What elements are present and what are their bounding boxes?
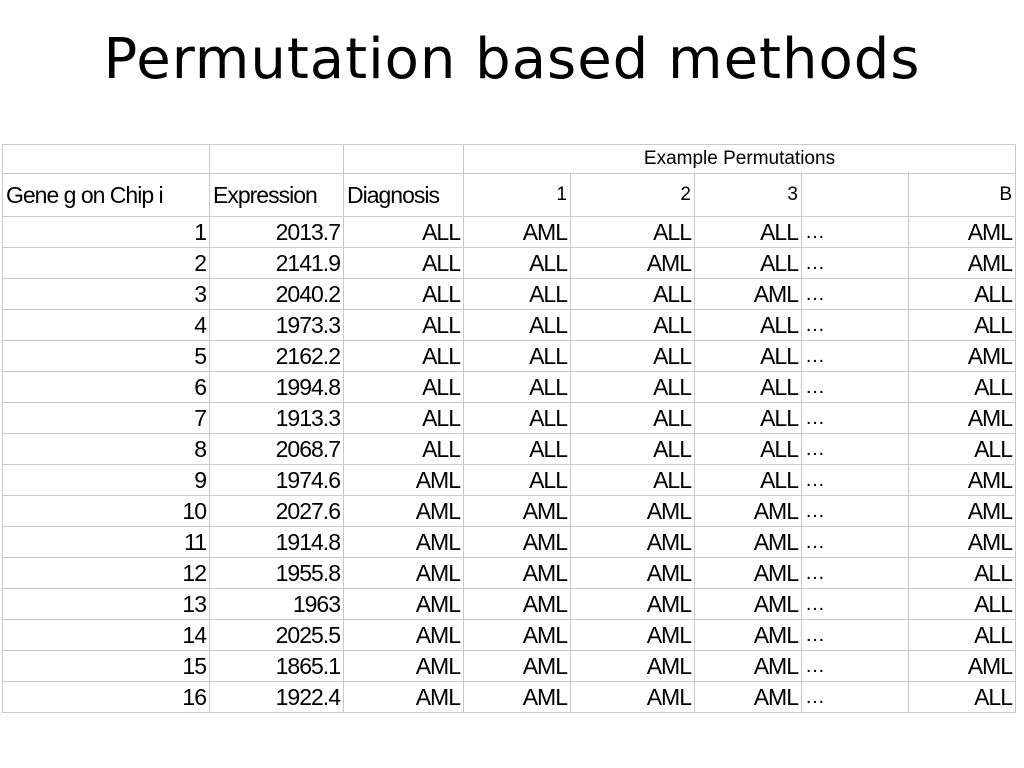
permutation-3-cell: ALL [695,372,802,403]
permutation-1-cell: AML [464,589,571,620]
gene-cell: 6 [3,372,210,403]
permutation-3-cell: ALL [695,465,802,496]
gene-cell: 13 [3,589,210,620]
expression-cell: 1963 [210,589,344,620]
gene-cell: 16 [3,682,210,713]
permutation-3-cell: ALL [695,248,802,279]
permutation-b-cell: AML [909,527,1016,558]
table-row [3,403,1016,434]
expression-cell: 2013.7 [210,217,344,248]
expression-cell: 1913.3 [210,403,344,434]
permutation-3-cell: AML [695,527,802,558]
example-permutations-header: Example Permutations [464,145,1016,174]
permutation-b-cell: AML [909,217,1016,248]
permutation-1-cell: ALL [464,372,571,403]
gene-cell: 2 [3,248,210,279]
ellipsis-cell: … [802,527,909,558]
ellipsis-cell: … [802,403,909,434]
permutation-table [2,144,1016,713]
permutation-2-cell: ALL [571,217,695,248]
permutation-1-cell: AML [464,558,571,589]
expression-cell: 1922.4 [210,682,344,713]
gene-cell: 10 [3,496,210,527]
permutation-1-cell: AML [464,217,571,248]
table-row [3,434,1016,465]
diagnosis-cell: AML [344,651,464,682]
permutation-b-cell: ALL [909,682,1016,713]
ellipsis-cell: … [802,434,909,465]
diagnosis-cell: AML [344,682,464,713]
permutation-b-cell: ALL [909,620,1016,651]
permutation-2-cell: AML [571,248,695,279]
permutation-1-cell: ALL [464,310,571,341]
header-row-columns [3,174,1016,217]
permutation-dots-header [802,174,909,217]
permutation-b-cell: ALL [909,279,1016,310]
header-empty-cell [210,145,344,174]
permutation-2-header: 2 [571,174,695,217]
permutation-b-cell: AML [909,248,1016,279]
ellipsis-cell: … [802,248,909,279]
permutation-3-cell: AML [695,589,802,620]
permutation-b-cell: ALL [909,558,1016,589]
permutation-3-cell: AML [695,279,802,310]
permutation-2-cell: AML [571,527,695,558]
ellipsis-cell: … [802,465,909,496]
table-row [3,620,1016,651]
gene-cell: 1 [3,217,210,248]
table-row [3,496,1016,527]
permutation-2-cell: AML [571,651,695,682]
diagnosis-cell: ALL [344,341,464,372]
permutation-3-cell: AML [695,651,802,682]
table-row [3,465,1016,496]
expression-cell: 1973.3 [210,310,344,341]
permutation-1-cell: AML [464,527,571,558]
permutation-1-cell: ALL [464,403,571,434]
gene-cell: 12 [3,558,210,589]
diagnosis-column-header: Diagnosis [344,174,464,217]
permutation-1-cell: ALL [464,279,571,310]
diagnosis-cell: ALL [344,403,464,434]
diagnosis-cell: ALL [344,434,464,465]
table-row [3,651,1016,682]
diagnosis-cell: ALL [344,217,464,248]
table-row [3,372,1016,403]
permutation-2-cell: ALL [571,403,695,434]
gene-cell: 14 [3,620,210,651]
diagnosis-cell: ALL [344,279,464,310]
ellipsis-cell: … [802,651,909,682]
ellipsis-cell: … [802,217,909,248]
permutation-3-cell: AML [695,558,802,589]
permutation-1-header: 1 [464,174,571,217]
expression-column-header: Expression [210,174,344,217]
gene-cell: 5 [3,341,210,372]
table-row [3,248,1016,279]
permutation-1-cell: AML [464,620,571,651]
diagnosis-cell: AML [344,589,464,620]
gene-cell: 11 [3,527,210,558]
table-row [3,341,1016,372]
gene-column-header: Gene g on Chip i [3,174,210,217]
permutation-b-cell: ALL [909,589,1016,620]
slide-title: Permutation based methods [103,27,921,92]
gene-cell: 3 [3,279,210,310]
table-body [3,145,1016,713]
expression-cell: 1865.1 [210,651,344,682]
table-row [3,589,1016,620]
permutation-1-cell: ALL [464,248,571,279]
permutation-b-cell: ALL [909,310,1016,341]
permutation-3-cell: AML [695,496,802,527]
gene-cell: 9 [3,465,210,496]
ellipsis-cell: … [802,558,909,589]
table-row [3,527,1016,558]
ellipsis-cell: … [802,310,909,341]
expression-cell: 1974.6 [210,465,344,496]
permutation-b-cell: AML [909,496,1016,527]
permutation-b-cell: AML [909,651,1016,682]
header-empty-cell [3,145,210,174]
expression-cell: 1955.8 [210,558,344,589]
diagnosis-cell: AML [344,496,464,527]
permutation-2-cell: ALL [571,434,695,465]
permutation-1-cell: AML [464,651,571,682]
ellipsis-cell: … [802,279,909,310]
diagnosis-cell: AML [344,527,464,558]
expression-cell: 1994.8 [210,372,344,403]
expression-cell: 2025.5 [210,620,344,651]
permutation-b-cell: ALL [909,434,1016,465]
permutation-3-header: 3 [695,174,802,217]
permutation-1-cell: ALL [464,341,571,372]
table-row [3,682,1016,713]
header-row-group [3,145,1016,174]
permutation-2-cell: AML [571,620,695,651]
permutation-2-cell: AML [571,558,695,589]
ellipsis-cell: … [802,341,909,372]
permutation-2-cell: ALL [571,341,695,372]
permutation-2-cell: AML [571,496,695,527]
expression-cell: 2027.6 [210,496,344,527]
header-empty-cell [344,145,464,174]
gene-cell: 15 [3,651,210,682]
gene-cell: 7 [3,403,210,434]
permutation-1-cell: ALL [464,465,571,496]
permutation-b-cell: ALL [909,372,1016,403]
expression-cell: 1914.8 [210,527,344,558]
expression-cell: 2141.9 [210,248,344,279]
gene-cell: 4 [3,310,210,341]
permutation-3-cell: AML [695,682,802,713]
permutation-2-cell: ALL [571,465,695,496]
ellipsis-cell: … [802,496,909,527]
permutation-b-cell: AML [909,403,1016,434]
table-row [3,217,1016,248]
permutation-b-cell: AML [909,341,1016,372]
permutation-3-cell: ALL [695,341,802,372]
permutation-2-cell: ALL [571,279,695,310]
diagnosis-cell: ALL [344,248,464,279]
expression-cell: 2040.2 [210,279,344,310]
permutation-3-cell: AML [695,620,802,651]
ellipsis-cell: … [802,682,909,713]
permutation-3-cell: ALL [695,310,802,341]
permutation-1-cell: ALL [464,434,571,465]
diagnosis-cell: ALL [344,310,464,341]
ellipsis-cell: … [802,372,909,403]
table-row [3,558,1016,589]
diagnosis-cell: AML [344,465,464,496]
expression-cell: 2068.7 [210,434,344,465]
diagnosis-cell: AML [344,558,464,589]
gene-cell: 8 [3,434,210,465]
permutation-2-cell: AML [571,682,695,713]
permutation-2-cell: ALL [571,310,695,341]
permutation-3-cell: ALL [695,403,802,434]
permutation-2-cell: AML [571,589,695,620]
permutation-1-cell: AML [464,496,571,527]
diagnosis-cell: ALL [344,372,464,403]
expression-cell: 2162.2 [210,341,344,372]
ellipsis-cell: … [802,589,909,620]
permutation-2-cell: ALL [571,372,695,403]
permutation-1-cell: AML [464,682,571,713]
permutation-b-header: B [909,174,1016,217]
table-row [3,279,1016,310]
diagnosis-cell: AML [344,620,464,651]
table-row [3,310,1016,341]
permutation-b-cell: AML [909,465,1016,496]
permutation-3-cell: ALL [695,434,802,465]
ellipsis-cell: … [802,620,909,651]
permutation-3-cell: ALL [695,217,802,248]
